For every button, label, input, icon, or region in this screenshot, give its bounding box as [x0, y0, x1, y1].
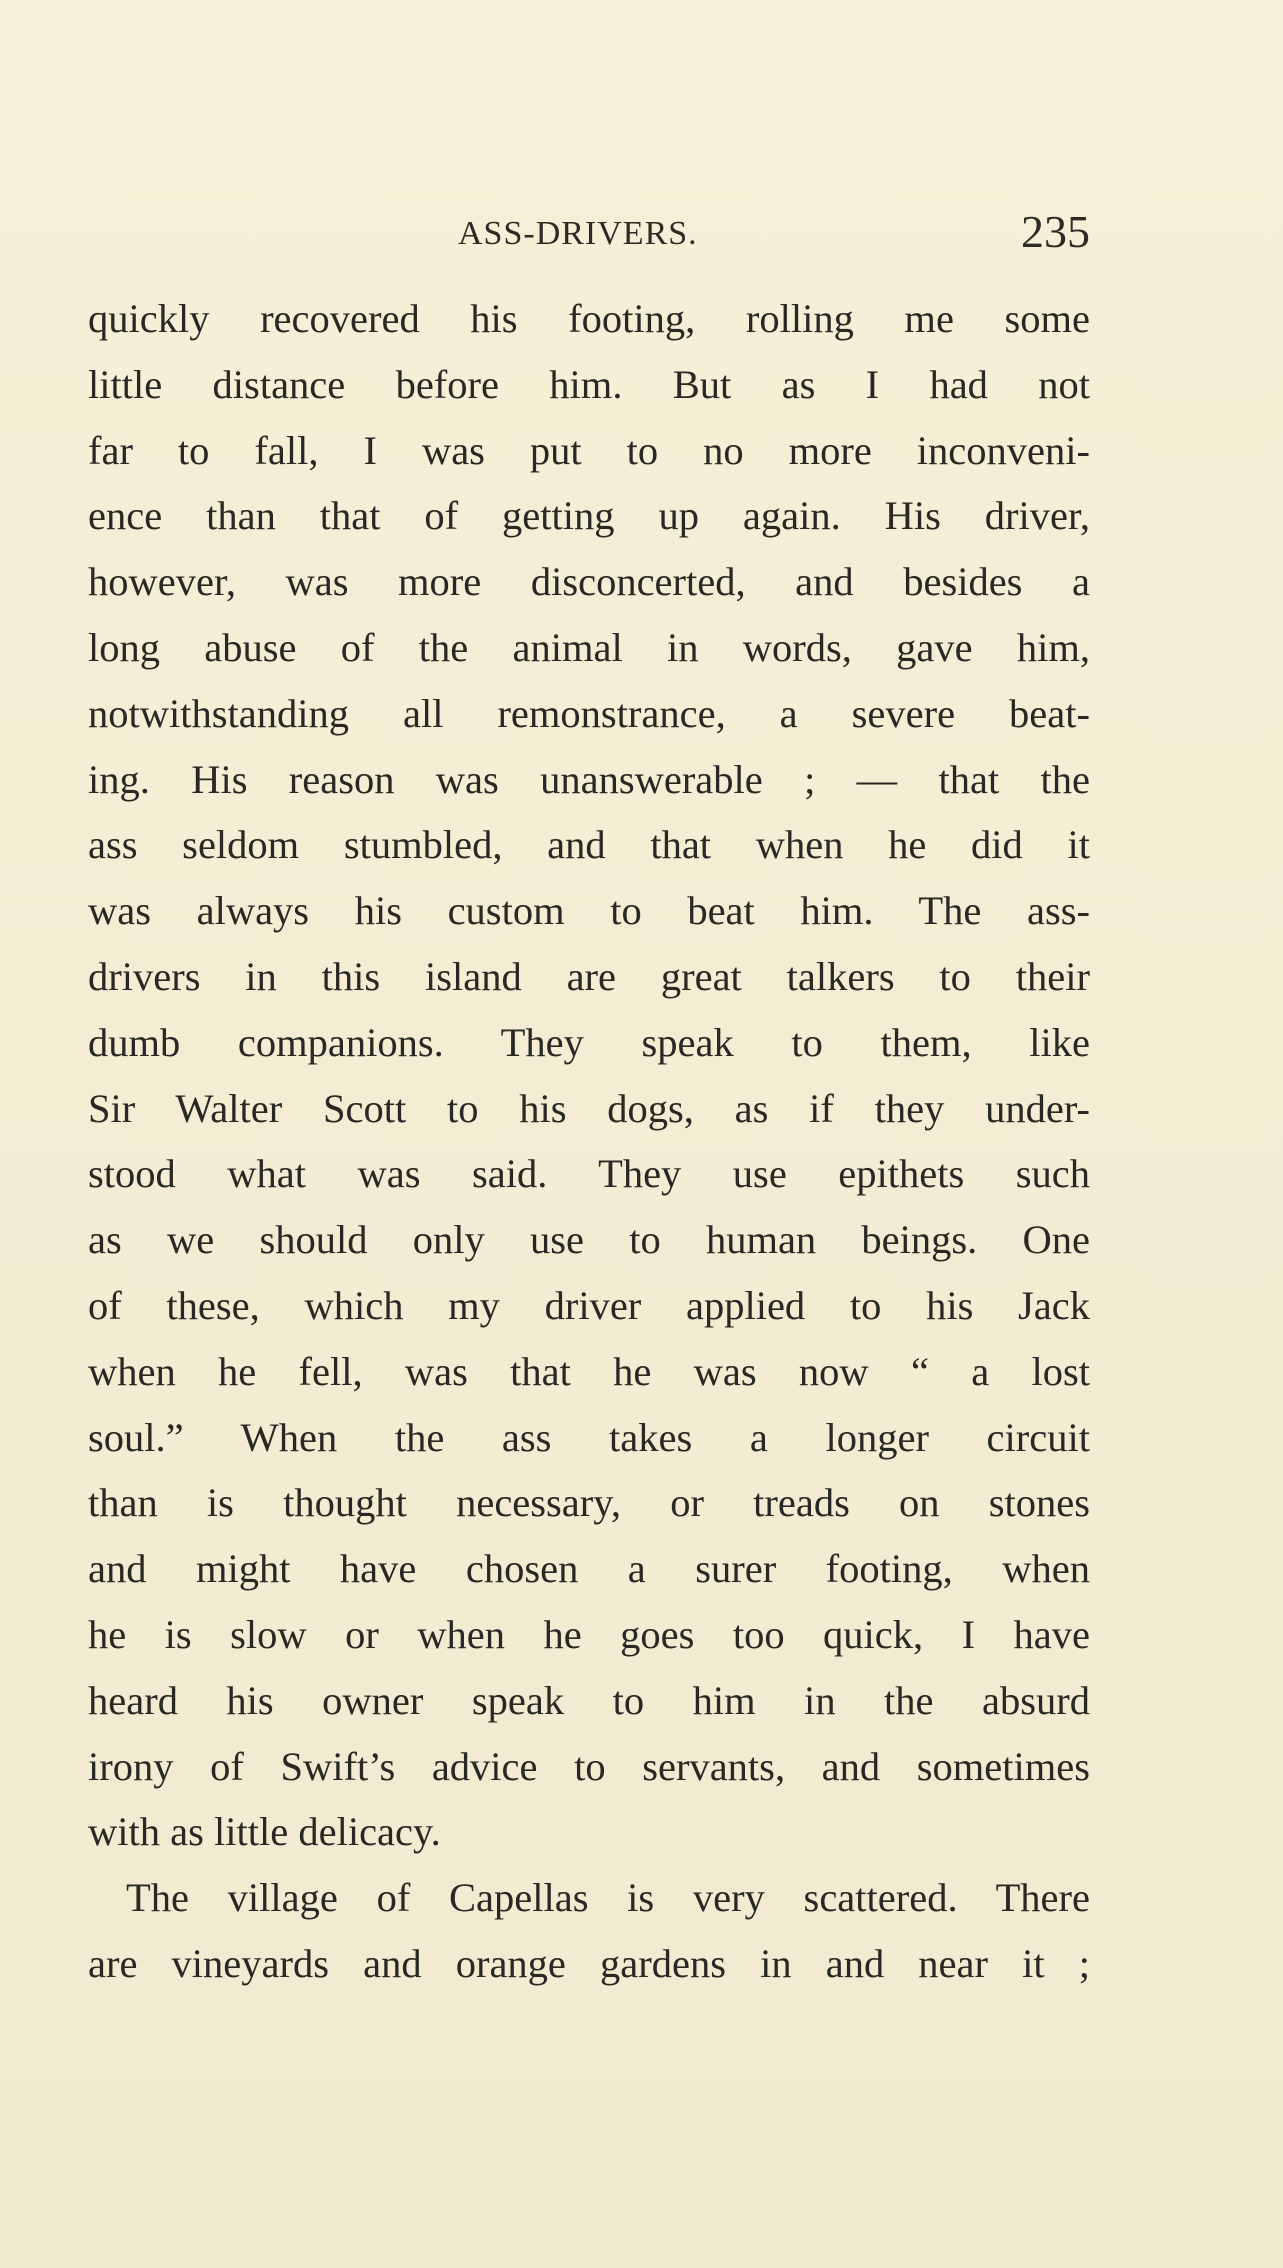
running-head	[88, 205, 1090, 265]
text-line: of these, which my driver applied to his Jack	[88, 1282, 1090, 1328]
text-line: Sir Walter Scott to his dogs, as if they under-	[88, 1085, 1090, 1131]
text-line: far to fall, I was put to no more inconveni-	[88, 427, 1090, 473]
text-line: as we should only use to human beings. One	[88, 1217, 1090, 1263]
text-line: he is slow or when he goes too quick, I have	[88, 1611, 1090, 1657]
text-line: notwithstanding all remonstrance, a severe beat-	[88, 690, 1090, 736]
text-line: with as little delicacy.	[88, 1809, 441, 1855]
text-line: ass seldom stumbled, and that when he did it	[88, 822, 1090, 868]
text-line: however, was more disconcerted, and besides a	[88, 559, 1090, 605]
text-line: heard his owner speak to him in the absurd	[88, 1677, 1090, 1723]
text-line: ing. His reason was unanswerable ; — that the	[88, 756, 1090, 802]
text-line: little distance before him. But as I had not	[88, 361, 1090, 407]
text-line: soul.” When the ass takes a longer circuit	[88, 1414, 1090, 1460]
text-line: stood what was said. They use epithets such	[88, 1151, 1090, 1197]
body-text	[88, 286, 1090, 1997]
text-line: long abuse of the animal in words, gave him,	[88, 624, 1090, 670]
text-line: was always his custom to beat him. The ass-	[88, 888, 1090, 934]
text-line: and might have chosen a surer footing, when	[88, 1546, 1090, 1592]
text-line: irony of Swift’s advice to servants, and sometimes	[88, 1743, 1090, 1789]
text-line: are vineyards and orange gardens in and near it ;	[88, 1940, 1090, 1986]
paragraph-start-line: The village of Capellas is very scattered. There	[126, 1875, 1090, 1921]
page-number: 235	[1021, 206, 1090, 257]
text-line: ence than that of getting up again. His driver,	[88, 493, 1090, 539]
text-line: when he fell, was that he was now “ a lost	[88, 1348, 1090, 1394]
text-line: quickly recovered his footing, rolling me some	[88, 296, 1090, 341]
text-line: drivers in this island are great talkers to their	[88, 953, 1090, 999]
running-title: ASS-DRIVERS.	[458, 215, 698, 252]
text-line: than is thought necessary, or treads on stones	[88, 1480, 1090, 1526]
text-line: dumb companions. They speak to them, like	[88, 1019, 1090, 1065]
